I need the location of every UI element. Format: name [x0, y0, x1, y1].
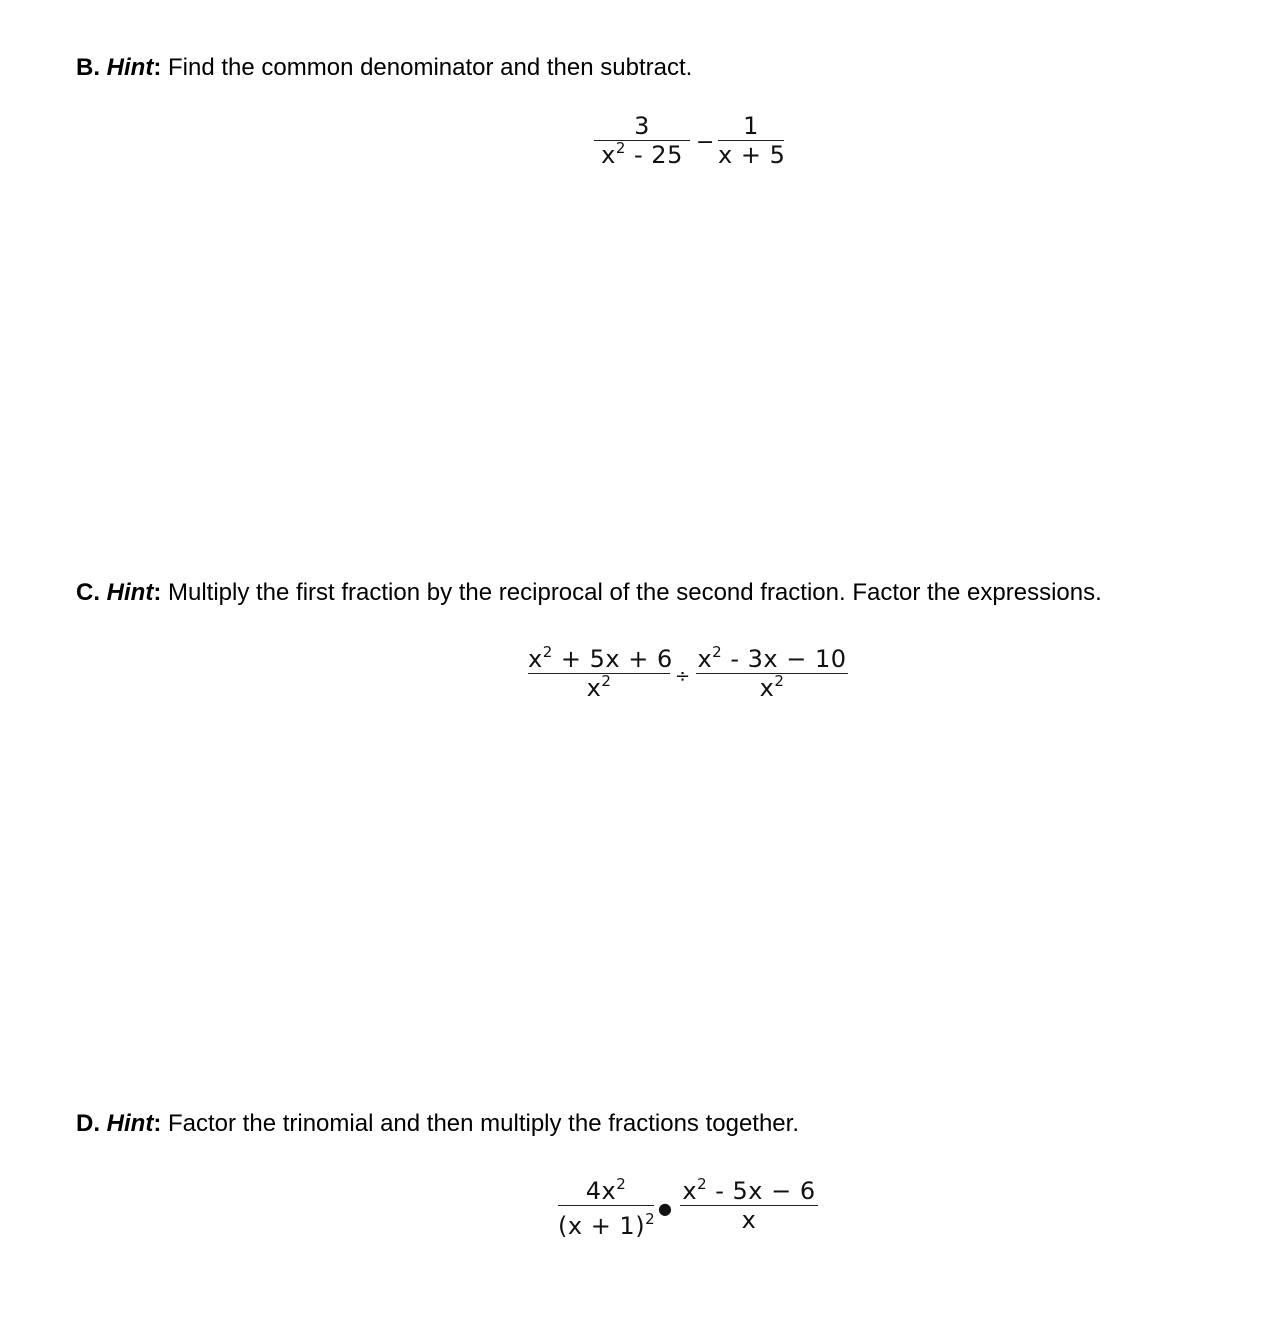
numerator: $4x^2$ [585, 1175, 627, 1205]
multiply-dot-operator: ● [658, 1199, 673, 1218]
numerator: 1 [743, 112, 759, 140]
numerator: 3 [634, 112, 650, 140]
hint-colon: : [153, 579, 162, 606]
numerator: $x^2 + 5x + 6$ [528, 643, 673, 673]
hint-colon: : [153, 1110, 162, 1137]
denominator: $x^2$ [586, 672, 612, 702]
fraction-left [594, 112, 690, 169]
denominator: x + 5 [718, 141, 786, 169]
fraction-right [680, 1177, 818, 1234]
numerator: $x^2 - 5x - 6$ [682, 1175, 816, 1205]
fraction-left [558, 1177, 654, 1240]
denominator: $(x + 1)^2$ [558, 1210, 656, 1240]
hint-text: Multiply the first fraction by the reciprocal of the second fraction. Factor the expressions. [161, 579, 1102, 606]
hint-text: Factor the trinomial and then multiply the fractions together. [161, 1110, 799, 1137]
hint-label: Hint [106, 1110, 154, 1137]
denominator: $x^2$ [759, 672, 785, 702]
hint-text: Find the common denominator and then subtract. [161, 54, 693, 81]
denominator: $x^2 - 25$ [601, 139, 683, 169]
fraction-right [718, 112, 784, 169]
section-letter: B. [76, 54, 100, 81]
section-letter: D. [76, 1110, 100, 1137]
divide-operator: ÷ [675, 666, 691, 687]
denominator: x [741, 1206, 757, 1234]
fraction-right [696, 645, 848, 702]
numerator: $x^2 - 3x - 10$ [697, 643, 847, 673]
section-letter: C. [76, 579, 100, 606]
hint-colon: : [153, 54, 162, 81]
fraction-left [528, 643, 673, 702]
minus-operator: − [696, 130, 715, 155]
hint-label: Hint [106, 54, 154, 81]
section-b-hint [76, 54, 692, 82]
section-d-hint [76, 1110, 799, 1138]
section-c-hint [76, 579, 1102, 607]
hint-label: Hint [106, 579, 154, 606]
